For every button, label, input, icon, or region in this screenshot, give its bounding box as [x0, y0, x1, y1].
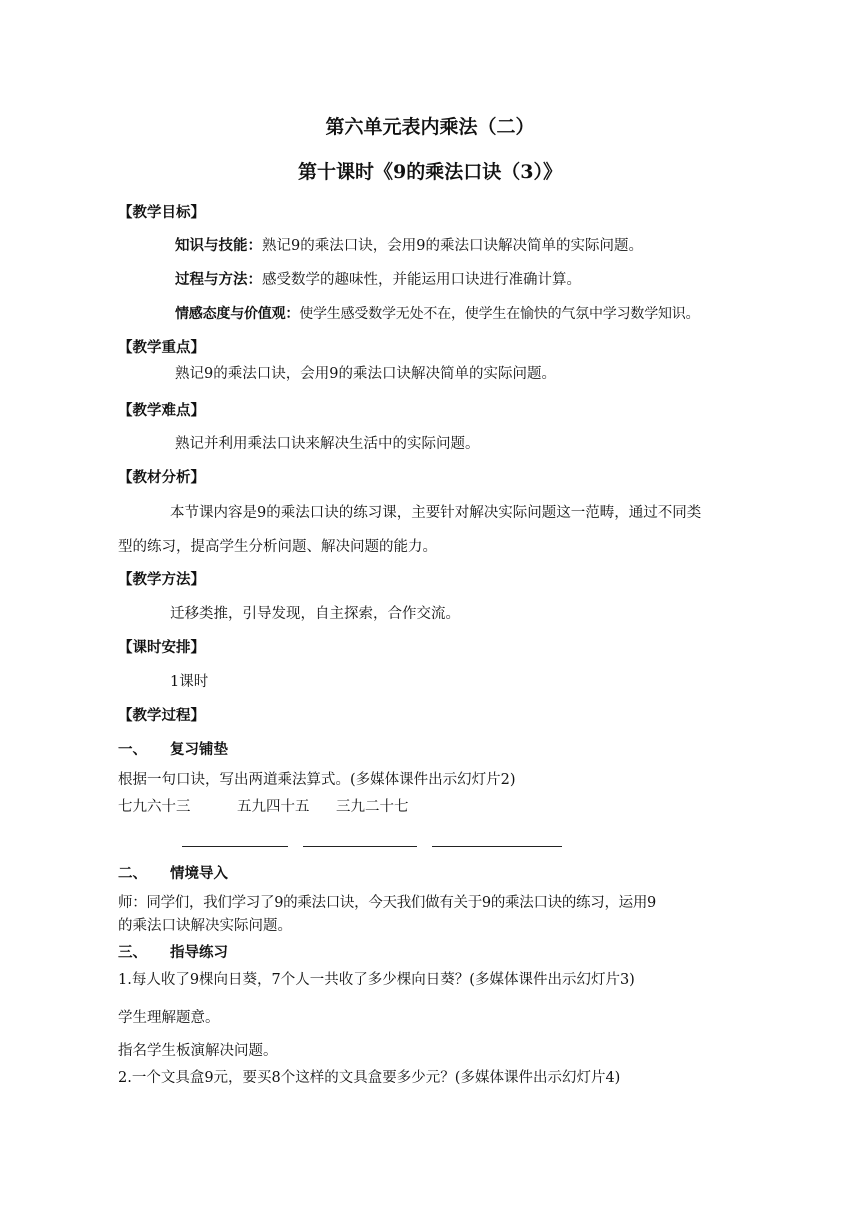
analysis-line-2: 型的练习，提高学生分析问题、解决问题的能力。 — [118, 539, 437, 555]
objectives-heading: 【教学目标】 — [118, 205, 205, 221]
practice-question-2: 2.一个文具盒9元，要买8个这样的文具盒要多少元？(多媒体课件出示幻灯片4) — [118, 1070, 621, 1086]
key-points-heading: 【教学重点】 — [118, 340, 205, 356]
section-title: 情境导入 — [170, 866, 228, 882]
objective-text: 使学生感受数学无处不在，使学生在愉快的气氛中学习数学知识。 — [299, 306, 700, 322]
schedule-text: 1课时 — [170, 674, 209, 690]
difficulties-text: 熟记并利用乘法口诀来解决生活中的实际问题。 — [175, 436, 480, 452]
section-number: 一、 — [118, 742, 147, 758]
rhyme-2: 五九四十五 — [237, 799, 310, 815]
method-heading: 【教学方法】 — [118, 572, 205, 588]
objective-text: 感受数学的趣味性，并能运用口诀进行准确计算。 — [262, 272, 581, 288]
process-heading: 【教学过程】 — [118, 708, 205, 724]
section-number: 三、 — [118, 945, 147, 961]
schedule-heading: 【课时安排】 — [118, 640, 205, 656]
section-title: 复习铺垫 — [170, 742, 228, 758]
intro-line-2: 的乘法口诀解决实际问题。 — [118, 918, 292, 934]
objective-label: 情感态度与价值观： — [175, 306, 300, 322]
analysis-line-1: 本节课内容是9的乘法口诀的练习课，主要针对解决实际问题这一范畴，通过不同类 — [170, 505, 702, 521]
section-review — [118, 740, 228, 760]
section-practice — [118, 943, 228, 963]
rhyme-3: 三九二十七 — [336, 799, 409, 815]
objective-label: 知识与技能： — [175, 238, 262, 254]
practice-note-1: 学生理解题意。 — [118, 1010, 220, 1026]
page-subtitle: 第十课时《9的乘法口诀（3）》 — [298, 161, 562, 183]
review-text: 根据一句口诀，写出两道乘法算式。(多媒体课件出示幻灯片2) — [118, 772, 516, 788]
section-title: 指导练习 — [170, 945, 228, 961]
objective-text: 熟记9的乘法口诀，会用9的乘法口诀解决简单的实际问题。 — [262, 238, 643, 254]
practice-question-1: 1.每人收了9棵向日葵，7个人一共收了多少棵向日葵？(多媒体课件出示幻灯片3) — [118, 972, 635, 988]
answer-blank[interactable] — [182, 846, 288, 847]
analysis-heading: 【教材分析】 — [118, 470, 205, 486]
objective-label: 过程与方法： — [175, 272, 262, 288]
intro-line-1: 师：同学们，我们学习了9的乘法口诀，今天我们做有关于9的乘法口诀的练习，运用9 — [118, 895, 656, 911]
objective-knowledge — [175, 236, 643, 256]
method-text: 迁移类推，引导发现，自主探索，合作交流。 — [170, 606, 460, 622]
answer-blank[interactable] — [432, 846, 562, 847]
page-title: 第六单元表内乘法（二） — [325, 116, 535, 138]
rhyme-1: 七九六十三 — [118, 799, 191, 815]
difficulties-heading: 【教学难点】 — [118, 403, 205, 419]
objective-process — [175, 270, 581, 290]
answer-blank[interactable] — [303, 846, 417, 847]
objective-emotion — [175, 304, 699, 324]
key-points-text: 熟记9的乘法口诀，会用9的乘法口诀解决简单的实际问题。 — [175, 366, 556, 382]
section-number: 二、 — [118, 866, 147, 882]
practice-note-2: 指名学生板演解决问题。 — [118, 1043, 278, 1059]
section-intro — [118, 864, 228, 884]
